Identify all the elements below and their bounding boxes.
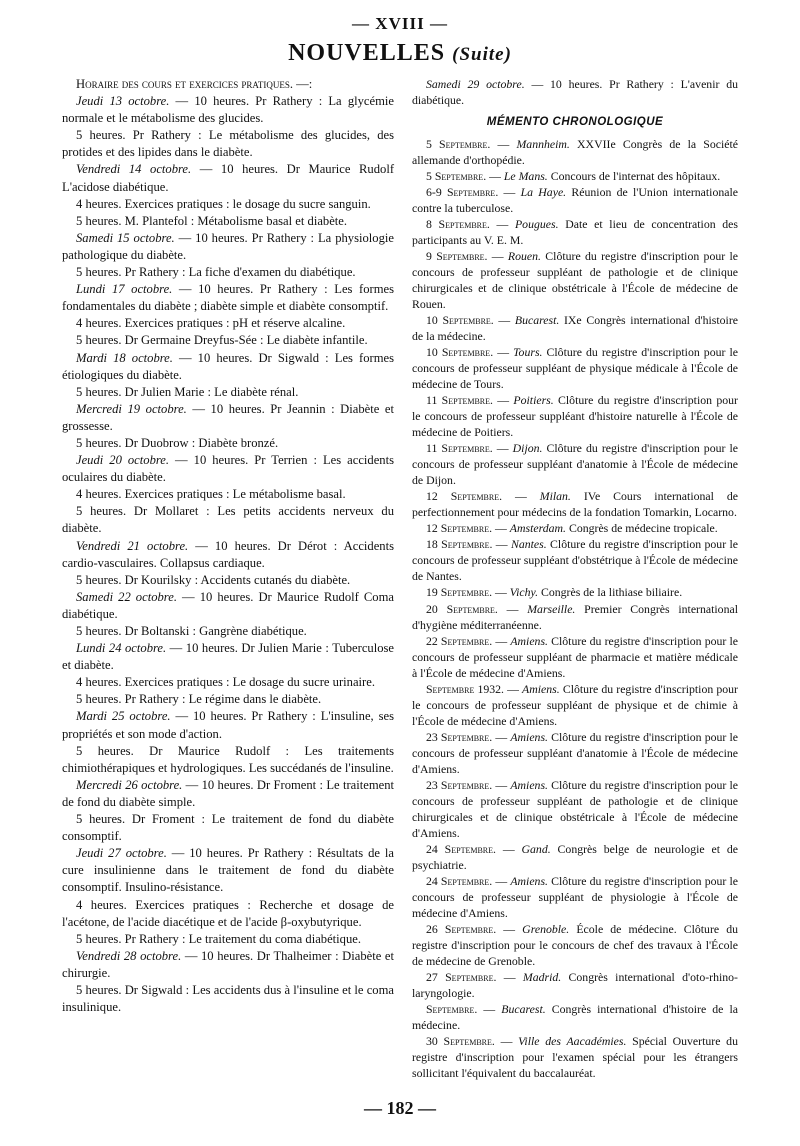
schedule-entry xyxy=(62,127,394,161)
schedule-entry xyxy=(62,486,394,503)
schedule-entry xyxy=(62,538,394,572)
schedule-entry xyxy=(62,982,394,1016)
schedule-it: Jeudi 13 octobre. xyxy=(76,94,170,109)
memento-place: Nantes. xyxy=(510,537,547,552)
memento-place: Grenoble. xyxy=(522,921,570,936)
schedule-text: — 10 heures. Dr Julien Marie : Tuberculose et diabète. xyxy=(62,641,395,673)
schedule-entry xyxy=(62,931,394,948)
schedule-it: Mardi 25 octobre. xyxy=(76,709,171,724)
schedule-sc: Horaire des cours et exercices pratiques. xyxy=(76,77,294,91)
schedule-it: Jeudi 27 octobre. xyxy=(76,846,167,861)
memento-place: Amiens. xyxy=(510,729,548,744)
schedule-it: Lundi 24 octobre. xyxy=(76,641,167,656)
schedule-text: — 10 heures. Pr Jeannin : Diabète et grossesse. xyxy=(62,401,394,433)
schedule-entry xyxy=(62,777,394,811)
memento-entry: 9 Septembre. — Rouen. Clôture du registre d'inscription pour le concours de professeur suppléant de pathologie et de clinique chirurgicales et de clinique obstétricale à l'École de médecine de Rouen. xyxy=(412,249,738,312)
schedule-entry xyxy=(62,161,394,195)
schedule-it: Mardi 18 octobre. xyxy=(76,350,173,365)
schedule-pre: 5 heures. Dr Maurice Rudolf : Les traitements chimiothérapiques et hydrologiques. Les succédanés de l'insuline. xyxy=(62,743,394,775)
memento-place: Poitiers. xyxy=(513,393,554,408)
schedule-pre: 4 heures. Exercices pratiques : le dosage du sucre sanguin. xyxy=(76,196,371,211)
memento-text: Clôture du registre d'inscription pour le concours de professeur suppléant de pathologie et de clinique chirurgicales et de clinique obstétricale à l'École de médecine d'Amiens. xyxy=(412,777,738,840)
memento-text: Congrès belge de neurologie et de psychiatrie. xyxy=(412,841,738,872)
memento-entry: 22 Septembre. — Amiens. Clôture du registre d'inscription pour le concours de professeur suppléant de pharmacie et matière médicale à l'École de médecine d'Amiens. xyxy=(412,633,738,680)
schedule-entry xyxy=(62,230,394,264)
schedule-text: — 10 heures. Dr Dérot : Accidents cardio-vasculaires. Collapsus cardiaque. xyxy=(62,538,394,570)
memento-entry: 11 Septembre. — Poitiers. Clôture du registre d'inscription pour le concours de professeur suppléant d'histoire naturelle à l'École de médecine de Poitiers. xyxy=(412,393,738,440)
schedule-entry xyxy=(62,708,394,742)
memento-entry: 5 Septembre. — Le Mans. Concours de l'internat des hôpitaux. xyxy=(426,169,721,184)
memento-entry: 18 Septembre. — Nantes. Clôture du registre d'inscription pour le concours de professeur suppléant d'obstétrique à l'École de médecine de Nantes. xyxy=(412,537,739,584)
schedule-entry xyxy=(62,691,394,708)
memento-text: Clôture du registre d'inscription pour le concours de professeur suppléant d'anatomie à l'École de médecine de Dijon. xyxy=(412,441,738,488)
memento-date: 6-9 Septembre. xyxy=(426,185,499,200)
memento-entry: Septembre. — Bucarest. Congrès international d'histoire de la médecine. xyxy=(412,1001,738,1032)
memento-date: 8 Septembre. xyxy=(426,217,490,232)
memento-date: 10 Septembre. xyxy=(426,345,494,360)
schedule-pre: 5 heures. Dr Kourilsky : Accidents cutanés du diabète. xyxy=(76,572,351,587)
memento-place: Amiens. xyxy=(522,681,560,696)
schedule-pre: 4 heures. Exercices pratiques : Le dosage du sucre urinaire. xyxy=(76,675,375,690)
schedule-entry xyxy=(62,623,394,640)
schedule-entry xyxy=(62,452,394,486)
memento-place: Amiens. xyxy=(510,777,548,792)
memento-text: IXe Congrès international d'histoire de la médecine. xyxy=(412,313,738,344)
schedule-entry xyxy=(62,315,394,332)
memento-date: 23 Septembre. xyxy=(426,777,493,792)
roman-page-header: — XVIII — xyxy=(352,14,448,33)
memento-text: Date et lieu de concentration des participants au V. E. M. xyxy=(412,217,739,248)
memento-date: Septembre. xyxy=(426,1001,478,1016)
memento-entry: 19 Septembre. — Vichy. Congrès de la lithiase biliaire. xyxy=(426,585,683,600)
memento-place: Milan. xyxy=(539,489,571,504)
schedule-entry xyxy=(62,350,394,384)
memento-date: 5 Septembre. xyxy=(426,137,491,152)
schedule-entry xyxy=(62,640,394,674)
memento-text: Congrès international d'oto-rhino-laryngologie. xyxy=(412,969,738,1000)
memento-text: Clôture du registre d'inscription pour le concours de professeur suppléant d'anatomie à l'École de médecine d'Amiens. xyxy=(412,729,738,776)
schedule-entry xyxy=(62,93,394,127)
schedule-entry xyxy=(62,196,394,213)
memento-entry: 10 Septembre. — Tours. Clôture du registre d'inscription pour le concours de professeur suppléant de physique médicale à l'École de médecine de Tours. xyxy=(412,345,739,392)
memento-date: 19 Septembre. xyxy=(426,585,493,600)
memento-date: 30 Septembre. xyxy=(426,1033,495,1048)
schedule-entry xyxy=(62,948,394,982)
schedule-text: — 10 heures. Pr Rathery : L'avenir du diabétique. xyxy=(412,77,738,108)
memento-place: Tours. xyxy=(513,345,543,360)
memento-place: Mannheim. xyxy=(516,137,570,152)
memento-place: Amsterdam. xyxy=(509,521,566,536)
schedule-text: — 10 heures. Pr Rathery : La physiologie pathologique du diabète. xyxy=(62,230,394,262)
memento-text: Premier Congrès international d'hygiène méditerranéenne. xyxy=(412,601,738,632)
schedule-entry-continued xyxy=(412,76,738,108)
schedule-entry xyxy=(62,503,394,537)
memento-list xyxy=(412,136,738,1081)
schedule-pre: 5 heures. Dr Duobrow : Diabète bronzé. xyxy=(76,435,279,450)
memento-date: 18 Septembre. xyxy=(426,537,493,552)
memento-place: Bucarest. xyxy=(501,1001,546,1016)
memento-entry: 12 Septembre. — Milan. IVe Cours international de perfectionnement pour médecins de la fondation Tomarkin, Locarno. xyxy=(412,489,738,520)
schedule-it: Samedi 22 octobre. xyxy=(76,589,177,604)
memento-entry: Septembre 1932. — Amiens. Clôture du registre d'inscription pour le concours de professeur suppléant de physique et de chimie à l'École de médecine d'Amiens. xyxy=(412,681,738,728)
memento-date: 12 Septembre. xyxy=(426,489,503,504)
memento-date: 20 Septembre. xyxy=(426,601,498,616)
schedule-text: — 10 heures. Dr Maurice Rudolf L'acidose diabétique. xyxy=(62,162,395,194)
schedule-entry xyxy=(62,281,394,315)
memento-entry: 12 Septembre. — Amsterdam. Congrès de médecine tropicale. xyxy=(426,521,718,536)
schedule-text: — 10 heures. Dr Froment : Le traitement de fond du diabète simple. xyxy=(62,777,394,809)
memento-entry: 8 Septembre. — Pougues. Date et lieu de concentration des participants au V. E. M. xyxy=(412,217,739,248)
schedule-entry xyxy=(62,401,394,435)
page-title xyxy=(0,40,800,67)
memento-place: Amiens. xyxy=(510,633,548,648)
schedule-text: — 10 heures. Pr Rathery : L'insuline, ses propriétés et son mode d'action. xyxy=(62,709,394,741)
memento-date: 24 Septembre. xyxy=(426,841,496,856)
schedule-it: Samedi 15 octobre. xyxy=(76,230,175,245)
memento-place: Ville des Aacadémies. xyxy=(518,1033,627,1048)
memento-entry: 24 Septembre. — Gand. Congrès belge de neurologie et de psychiatrie. xyxy=(412,841,738,872)
memento-place: Rouen. xyxy=(507,249,541,264)
memento-text: Clôture du registre d'inscription pour le concours de professeur suppléant de physique et de chimie à l'École de médecine d'Amiens. xyxy=(412,681,738,728)
memento-text: École de médecine. Clôture du registre d'inscription pour le concours de chef des travaux à l'École de médecine de Grenoble. xyxy=(412,921,739,968)
schedule-entry xyxy=(62,435,394,452)
page-number: — 182 — xyxy=(364,1098,436,1118)
title-suite: (Suite) xyxy=(452,44,512,65)
title-text: NOUVELLES xyxy=(288,40,446,66)
memento-place: Madrid. xyxy=(522,969,562,984)
memento-date: 11 Septembre. xyxy=(426,441,493,456)
memento-text: Clôture du registre d'inscription pour le concours de professeur suppléant de pathologie et de clinique chirurgicales et de clinique obstétricale à l'École de médecine de Rouen. xyxy=(412,249,738,312)
memento-entry: 27 Septembre. — Madrid. Congrès international d'oto-rhino-laryngologie. xyxy=(412,969,738,1000)
memento-text: XXVIIe Congrès de la Société allemande d'orthopédie. xyxy=(412,137,738,168)
memento-date: 10 Septembre. xyxy=(426,313,494,328)
schedule-text: — 10 heures. Pr Rathery : Les formes fondamentales du diabète ; diabète simple et diabète consomptif. xyxy=(62,282,394,314)
memento-place: Gand. xyxy=(521,841,551,856)
memento-date: 23 Septembre. xyxy=(426,729,493,744)
schedule-pre: 5 heures. Pr Rathery : Le traitement du coma diabétique. xyxy=(76,931,362,946)
memento-date: 26 Septembre. xyxy=(426,921,497,936)
schedule-text: — 10 heures. Dr Maurice Rudolf Coma diabétique. xyxy=(62,589,394,621)
memento-text: Réunion de l'Union internationale contre la tuberculose. xyxy=(412,185,739,216)
memento-date: 22 Septembre. xyxy=(426,633,493,648)
schedule-entry xyxy=(62,572,394,589)
schedule-pre: 5 heures. Pr Rathery : Le régime dans le diabète. xyxy=(76,692,322,707)
schedule-entry xyxy=(62,811,394,845)
memento-text: Clôture du registre d'inscription pour le concours de professeur suppléant d'obstétrique à l'École de médecine de Nantes. xyxy=(412,537,739,584)
memento-entry: 24 Septembre. — Amiens. Clôture du registre d'inscription pour le concours de professeur suppléant de physiologie à l'École de médecine d'Amiens. xyxy=(412,873,738,920)
schedule-text: —: xyxy=(293,77,313,91)
memento-place: Amiens. xyxy=(510,873,548,888)
schedule-pre: 5 heures. Dr Julien Marie : Le diabète rénal. xyxy=(76,384,299,399)
memento-heading: MÉMENTO CHRONOLOGIQUE xyxy=(486,116,664,129)
schedule-entry xyxy=(62,264,394,281)
memento-place: Dijon. xyxy=(512,441,543,456)
schedule-entry xyxy=(62,589,394,623)
memento-date: 24 Septembre. xyxy=(426,873,493,888)
schedule-it: Lundi 17 octobre. xyxy=(76,282,173,297)
memento-date: 27 Septembre. xyxy=(426,969,497,984)
memento-entry: 6-9 Septembre. — La Haye. Réunion de l'Union internationale contre la tuberculose. xyxy=(412,185,739,216)
schedule-it: Jeudi 20 octobre. xyxy=(76,453,170,468)
memento-text: Congrès de médecine tropicale. xyxy=(566,521,718,536)
memento-text: Congrès de la lithiase biliaire. xyxy=(538,585,683,600)
memento-text: Concours de l'internat des hôpitaux. xyxy=(547,169,721,184)
memento-entry: 5 Septembre. — Mannheim. XXVIIe Congrès de la Société allemande d'orthopédie. xyxy=(412,137,738,168)
memento-place: Pougues. xyxy=(514,217,559,232)
schedule-it: Vendredi 28 octobre. xyxy=(76,948,182,963)
schedule-entry xyxy=(62,674,394,691)
schedule-it: Vendredi 14 octobre. xyxy=(76,162,192,177)
memento-place: Marseille. xyxy=(527,601,576,616)
schedule-entry xyxy=(62,332,394,349)
schedule-it: Mercredi 19 octobre. xyxy=(76,401,187,416)
schedule-text: — 10 heures. Pr Terrien : Les accidents oculaires du diabète. xyxy=(62,453,394,485)
memento-date: 11 Septembre. xyxy=(426,393,493,408)
schedule-text: — 10 heures. Pr Rathery : La glycémie normale et le métabolisme des glucides. xyxy=(62,94,394,126)
schedule-entry xyxy=(62,213,394,230)
schedule-date: Samedi 29 octobre. xyxy=(426,77,525,91)
memento-date: Septembre 1932. xyxy=(426,681,505,696)
memento-date: 5 Septembre. xyxy=(426,169,487,184)
memento-date: 12 Septembre. xyxy=(426,521,493,536)
memento-text: Clôture du registre d'inscription pour le concours de professeur suppléant de physique médicale à l'École de médecine de Tours. xyxy=(412,345,739,392)
schedule-pre: 4 heures. Exercices pratiques : Recherche et dosage de l'acétone, de l'acide diacétique et de l'acide β-oxybutyrique. xyxy=(62,897,394,929)
schedule-pre: 5 heures. Dr Sigwald : Les accidents dus à l'insuline et le coma insulinique. xyxy=(62,982,394,1015)
schedule-pre: 4 heures. Exercices pratiques : pH et réserve alcaline. xyxy=(76,316,346,331)
memento-place: Vichy. xyxy=(509,585,539,600)
memento-entry: 10 Septembre. — Bucarest. IXe Congrès international d'histoire de la médecine. xyxy=(412,313,738,344)
memento-place: La Haye. xyxy=(520,185,567,200)
course-schedule-column xyxy=(62,76,394,1016)
schedule-pre: 5 heures. M. Plantefol : Métabolisme basal et diabète. xyxy=(76,213,348,228)
schedule-it: Vendredi 21 octobre. xyxy=(76,538,189,553)
memento-text: Congrès international d'histoire de la médecine. xyxy=(412,1001,738,1032)
schedule-entry xyxy=(62,76,394,93)
schedule-it: Mercredi 26 octobre. xyxy=(76,777,183,792)
schedule-pre: 4 heures. Exercices pratiques : Le métabolisme basal. xyxy=(76,487,346,502)
memento-entry: 20 Septembre. — Marseille. Premier Congrès international d'hygiène méditerranéenne. xyxy=(412,601,738,632)
schedule-entry xyxy=(62,743,394,777)
memento-entry: 26 Septembre. — Grenoble. École de médecine. Clôture du registre d'inscription pour le concours de chef des travaux à l'École de médecine de Grenoble. xyxy=(412,921,739,968)
schedule-text: — 10 heures. Dr Sigwald : Les formes étiologiques du diabète. xyxy=(62,350,394,382)
schedule-pre: 5 heures. Dr Froment : Le traitement de fond du diabète consomptif. xyxy=(62,812,394,844)
memento-entry: 11 Septembre. — Dijon. Clôture du registre d'inscription pour le concours de professeur suppléant d'anatomie à l'École de médecine de Dijon. xyxy=(412,441,738,488)
schedule-pre: 5 heures. Pr Rathery : La fiche d'examen du diabétique. xyxy=(76,265,356,280)
memento-entry: 23 Septembre. — Amiens. Clôture du registre d'inscription pour le concours de professeur suppléant d'anatomie à l'École de médecine d'Amiens. xyxy=(412,729,738,776)
memento-text: IVe Cours international de perfectionnement pour médecins de la fondation Tomarkin, Locarno. xyxy=(412,489,738,520)
schedule-entry xyxy=(62,897,394,931)
schedule-text: — 10 heures. Dr Thalheimer : Diabète et chirurgie. xyxy=(62,948,395,980)
schedule-entry xyxy=(62,845,394,896)
schedule-text: — 10 heures. Pr Rathery : Résultats de la cure insulinienne dans le traitement de fond du diabète consomptif. Insulino-résistance. xyxy=(62,846,394,895)
memento-place: Bucarest. xyxy=(514,313,560,328)
schedule-pre: 5 heures. Dr Boltanski : Gangrène diabétique. xyxy=(76,624,307,638)
memento-text: Clôture du registre d'inscription pour le concours de professeur suppléant de physiologie à l'École de médecine d'Amiens. xyxy=(412,873,738,920)
schedule-pre: 5 heures. Dr Germaine Dreyfus-Sée : Le diabète infantile. xyxy=(76,333,368,348)
memento-entry: 23 Septembre. — Amiens. Clôture du registre d'inscription pour le concours de professeur suppléant de pathologie et de clinique chirurgicales et de clinique obstétricale à l'École de médecine d'Amiens. xyxy=(412,777,738,840)
memento-place: Le Mans. xyxy=(503,169,548,184)
memento-entry: 30 Septembre. — Ville des Aacadémies. Spécial Ouverture du registre d'inscription pour l'examen spécial pour les étrangers sollicitant l'équivalent du baccalauréat. xyxy=(412,1033,738,1080)
memento-date: 9 Septembre. xyxy=(426,249,488,264)
memento-text: Clôture du registre d'inscription pour le concours de professeur suppléant de pharmacie et matière médicale à l'École de médecine d'Amiens. xyxy=(412,633,738,680)
schedule-pre: 5 heures. Dr Mollaret : Les petits accidents nerveux du diabète. xyxy=(62,504,394,536)
schedule-entry xyxy=(62,384,394,401)
schedule-pre: 5 heures. Pr Rathery : Le métabolisme des glucides, des protides et des lipides dans le diabète. xyxy=(62,128,394,160)
memento-text: Spécial Ouverture du registre d'inscription pour l'examen spécial pour les étrangers sollicitant l'équivalent du baccalauréat. xyxy=(412,1033,738,1080)
memento-column xyxy=(412,76,738,1081)
memento-text: Clôture du registre d'inscription pour le concours de professeur suppléant d'histoire naturelle à l'École de médecine de Poitiers. xyxy=(412,393,738,440)
